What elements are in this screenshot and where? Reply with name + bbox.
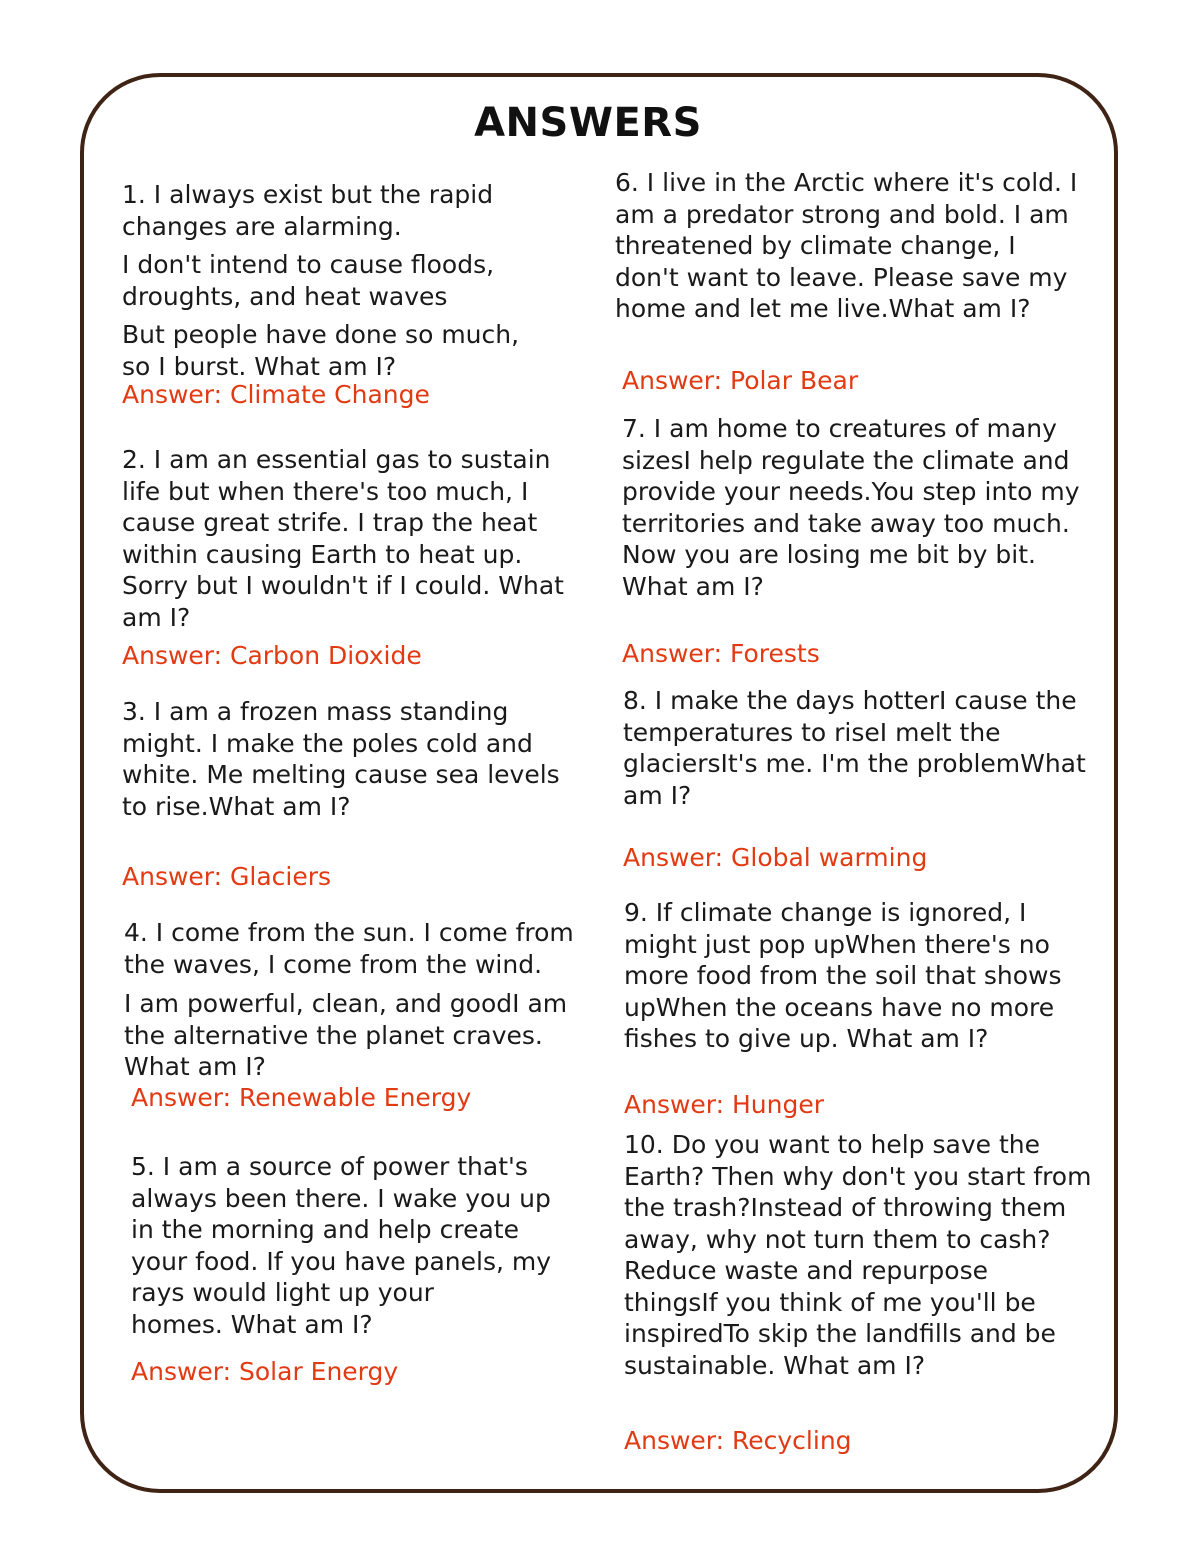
riddle-line: am I? xyxy=(623,780,692,810)
riddle-10-answer: Answer: Recycling xyxy=(624,1426,852,1455)
riddle-4-text-part-2 xyxy=(124,988,567,1083)
riddle-line: away, why not turn them to cash? xyxy=(624,1224,1051,1254)
riddle-5-text xyxy=(131,1151,551,1340)
riddle-5-answer: Answer: Solar Energy xyxy=(131,1357,399,1386)
riddle-line: rays would light up your xyxy=(131,1278,434,1307)
riddle-2-answer: Answer: Carbon Dioxide xyxy=(122,641,422,670)
riddle-line: What am I? xyxy=(622,571,764,601)
riddle-line: thingsIf you think of me you'll be xyxy=(624,1287,1036,1317)
riddle-9-answer: Answer: Hunger xyxy=(624,1090,825,1119)
riddle-line: 9. If climate change is ignored, I xyxy=(624,898,1027,927)
riddle-1-answer: Answer: Climate Change xyxy=(122,380,430,409)
riddle-line: Earth? Then why don't you start from xyxy=(624,1161,1092,1191)
riddle-line: 7. I am home to creatures of many xyxy=(622,414,1057,443)
riddle-1-text-part-3 xyxy=(122,319,519,382)
riddle-line: in the morning and help create xyxy=(131,1215,519,1244)
riddle-line: sustainable. What am I? xyxy=(624,1350,926,1380)
riddle-line: 2. I am an essential gas to sustain xyxy=(122,445,551,474)
riddle-line: am I? xyxy=(122,602,191,632)
riddle-line: don't want to leave. Please save my xyxy=(615,262,1068,292)
riddle-1-text-part-2 xyxy=(122,249,494,312)
riddle-line: the trash?Instead of throwing them xyxy=(624,1193,1067,1222)
riddle-line: inspiredTo skip the landfills and be xyxy=(624,1319,1056,1348)
riddle-line: 3. I am a frozen mass standing xyxy=(122,697,509,726)
riddle-line: cause great strife. I trap the heat xyxy=(122,508,538,537)
riddle-1-text-part-1 xyxy=(122,179,493,242)
page-title: ANSWERS xyxy=(474,100,702,146)
riddle-line: I don't intend to cause floods, xyxy=(122,250,495,279)
riddle-9-text xyxy=(624,897,1062,1055)
riddle-line: But people have done so much, xyxy=(122,320,520,349)
riddle-line: changes are alarming. xyxy=(122,211,402,241)
riddle-line: might just pop upWhen there's no xyxy=(624,929,1050,959)
riddle-6-text xyxy=(615,167,1077,325)
riddle-line: might. I make the poles cold and xyxy=(122,728,533,758)
riddle-line: droughts, and heat waves xyxy=(122,281,448,311)
riddle-10-text xyxy=(624,1129,1091,1381)
riddle-3-answer: Answer: Glaciers xyxy=(122,862,332,891)
riddle-line: am a predator strong and bold. I am xyxy=(615,199,1069,229)
riddle-line: always been there. I wake you up xyxy=(131,1183,551,1213)
riddle-8-text xyxy=(623,685,1086,811)
riddle-line: sizesI help regulate the climate and xyxy=(622,445,1070,475)
riddle-line: more food from the soil that shows xyxy=(624,961,1062,990)
riddle-3-text xyxy=(122,696,560,822)
riddle-line: Reduce waste and repurpose xyxy=(624,1256,988,1285)
riddle-7-text xyxy=(622,413,1079,602)
riddle-line: Now you are losing me bit by bit. xyxy=(622,540,1036,569)
riddle-line: Sorry but I wouldn't if I could. What xyxy=(122,571,564,600)
riddle-line: temperatures to riseI melt the xyxy=(623,717,1001,747)
riddle-2-text xyxy=(122,444,564,633)
riddle-4-answer: Answer: Renewable Energy xyxy=(131,1083,472,1112)
riddle-line: upWhen the oceans have no more xyxy=(624,992,1055,1022)
riddle-8-answer: Answer: Global warming xyxy=(623,843,928,872)
riddle-line: 1. I always exist but the rapid xyxy=(122,180,494,209)
riddle-line: white. Me melting cause sea levels xyxy=(122,760,560,789)
riddle-line: territories and take away too much. xyxy=(622,508,1070,538)
riddle-line: the waves, I come from the wind. xyxy=(124,949,543,979)
riddle-line: life but when there's too much, I xyxy=(122,476,529,506)
riddle-line: glaciersIt's me. I'm the problemWhat xyxy=(623,749,1086,778)
riddle-line: 4. I come from the sun. I come from xyxy=(124,918,574,947)
riddle-line: your food. If you have panels, my xyxy=(131,1246,552,1276)
riddle-4-text-part-1 xyxy=(124,917,574,980)
riddle-line: homes. What am I? xyxy=(131,1309,373,1339)
riddle-line: What am I? xyxy=(124,1052,266,1081)
riddle-6-answer: Answer: Polar Bear xyxy=(622,366,859,395)
riddle-line: within causing Earth to heat up. xyxy=(122,539,523,569)
riddle-line: fishes to give up. What am I? xyxy=(624,1024,989,1053)
riddle-line: I am powerful, clean, and goodI am xyxy=(124,989,568,1018)
riddle-line: threatened by climate change, I xyxy=(615,231,1016,260)
riddle-line: so I burst. What am I? xyxy=(122,351,397,381)
riddle-7-answer: Answer: Forests xyxy=(622,639,820,668)
riddle-line: to rise.What am I? xyxy=(122,791,351,821)
riddle-line: provide your needs.You step into my xyxy=(622,477,1080,506)
riddle-line: home and let me live.What am I? xyxy=(615,294,1031,323)
riddle-line: 5. I am a source of power that's xyxy=(131,1152,528,1181)
riddle-line: 10. Do you want to help save the xyxy=(624,1130,1040,1159)
riddle-line: 8. I make the days hotterI cause the xyxy=(623,686,1077,715)
riddle-line: the alternative the planet craves. xyxy=(124,1020,543,1050)
riddle-line: 6. I live in the Arctic where it's cold. I xyxy=(615,168,1078,197)
